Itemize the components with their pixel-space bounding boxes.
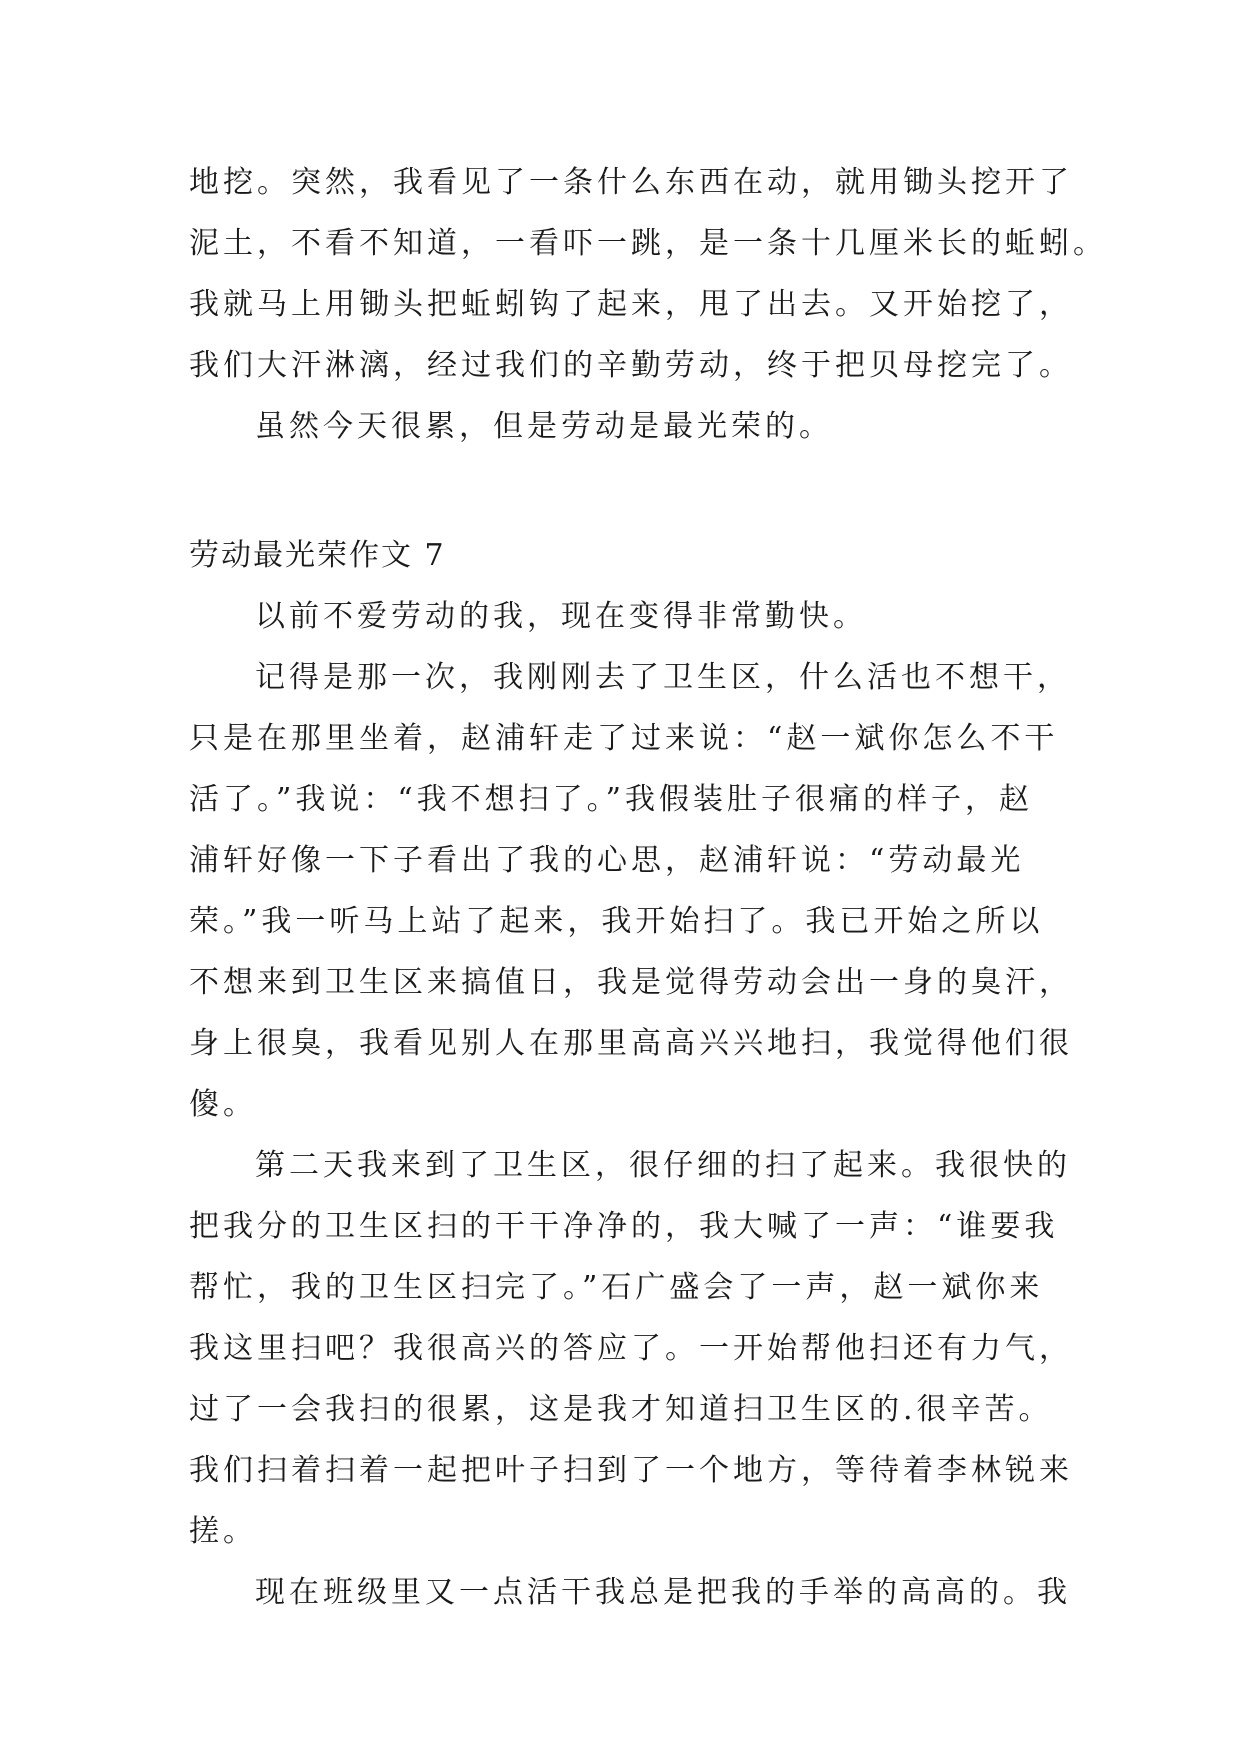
text-line: 我这里扫吧？我很高兴的答应了。一开始帮他扫还有力气， xyxy=(189,1331,1073,1366)
text-line: 傻。 xyxy=(189,1087,257,1122)
section-gap xyxy=(189,457,1059,525)
text-line: 泥土，不看不知道，一看吓一跳，是一条十几厘米长的蚯蚓。 xyxy=(189,226,1107,261)
text-line: 现在班级里又一点活干我总是把我的手举的高高的。我 xyxy=(255,1575,1071,1610)
text-line: 荣。”我一听马上站了起来，我开始扫了。我已开始之所以 xyxy=(189,904,1044,939)
text-line: 不想来到卫生区来搞值日，我是觉得劳动会出一身的臭汗， xyxy=(189,965,1073,1000)
text-line: 我们大汗淋漓，经过我们的辛勤劳动，终于把贝母挖完了。 xyxy=(189,348,1073,383)
paragraph xyxy=(189,647,1073,1135)
section-title: 劳动最光荣作文 7 xyxy=(189,538,446,573)
text-line: 以前不爱劳动的我，现在变得非常勤快。 xyxy=(255,599,867,634)
text-line: 我就马上用锄头把蚯蚓钩了起来，甩了出去。又开始挖了， xyxy=(189,287,1073,322)
text-line: 身上很臭，我看见别人在那里高高兴兴地扫，我觉得他们很 xyxy=(189,1026,1073,1061)
text-line: 我们扫着扫着一起把叶子扫到了一个地方，等待着李林锐来 xyxy=(189,1453,1073,1488)
text-line: 过了一会我扫的很累，这是我才知道扫卫生区的.很辛苦。 xyxy=(189,1392,1053,1427)
text-line: 记得是那一次，我刚刚去了卫生区，什么活也不想干， xyxy=(255,660,1071,695)
text-line: 浦轩好像一下子看出了我的心思，赵浦轩说：“劳动最光 xyxy=(189,843,1025,878)
text-line: 地挖。突然，我看见了一条什么东西在动，就用锄头挖开了 xyxy=(189,165,1073,200)
text-line: 只是在那里坐着，赵浦轩走了过来说：“赵一斌你怎么不干 xyxy=(189,721,1059,756)
text-line: 搓。 xyxy=(189,1514,257,1549)
paragraph xyxy=(189,1135,1073,1562)
paragraph xyxy=(189,152,1107,396)
text-line: 第二天我来到了卫生区，很仔细的扫了起来。我很快的 xyxy=(255,1148,1071,1183)
text-line: 把我分的卫生区扫的干干净净的，我大喊了一声：“谁要我 xyxy=(189,1209,1059,1244)
document-body xyxy=(189,152,1107,1623)
paragraph xyxy=(189,1562,1071,1623)
text-line: 活了。”我说：“我不想扫了。”我假装肚子很痛的样子，赵 xyxy=(189,782,1034,817)
paragraph xyxy=(189,396,1059,457)
text-line: 虽然今天很累，但是劳动是最光荣的。 xyxy=(255,409,833,444)
text-line: 帮忙，我的卫生区扫完了。”石广盛会了一声，赵一斌你来 xyxy=(189,1270,1044,1305)
paragraph xyxy=(189,586,1059,647)
